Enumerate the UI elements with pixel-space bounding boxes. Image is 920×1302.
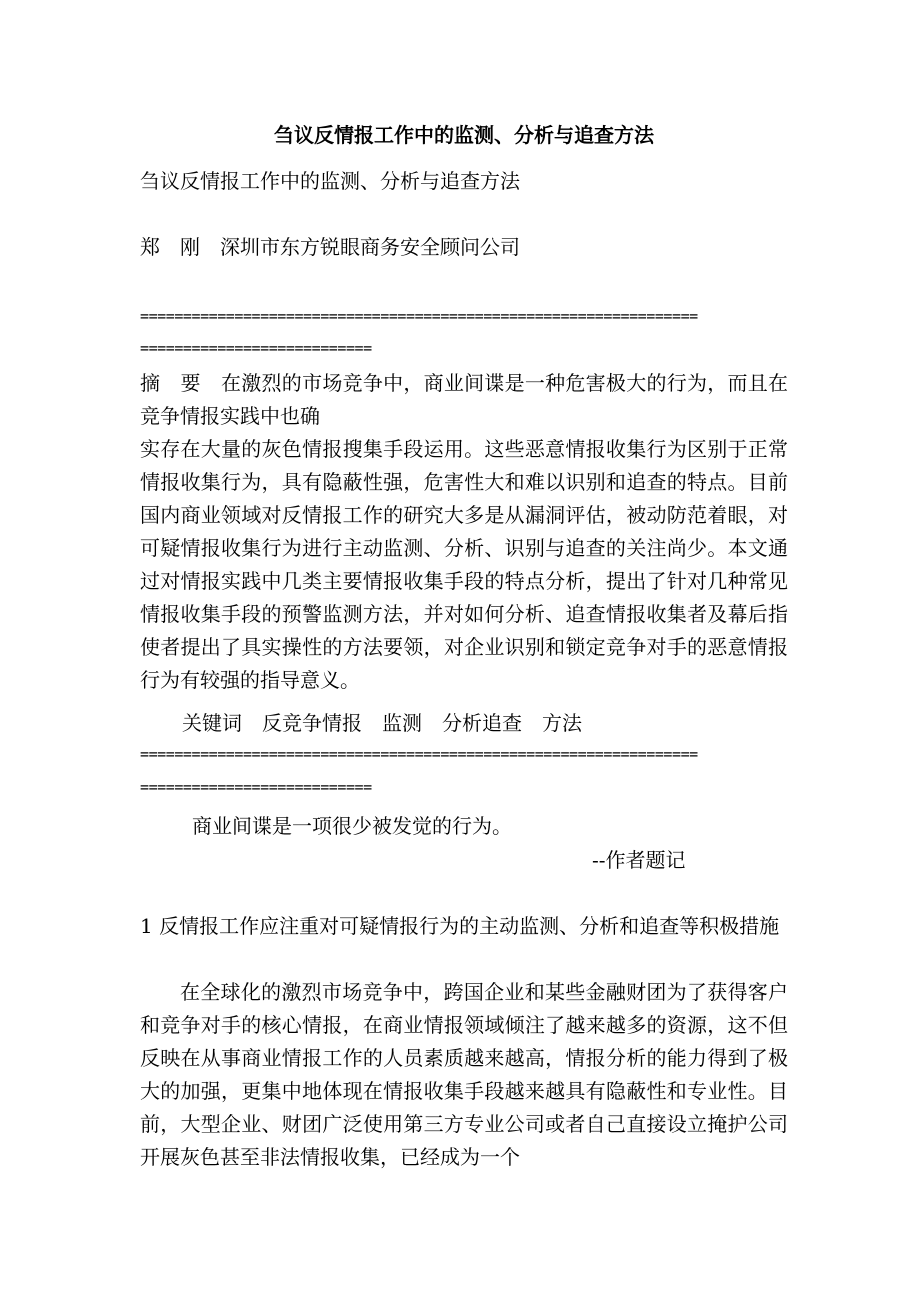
- separator-rule: =================================================================: [140, 745, 698, 763]
- epigraph-quote: 商业间谍是一项很少被发觉的行为。: [192, 814, 512, 838]
- abstract-body: 实存在大量的灰色情报搜集手段运用。这些恶意情报收集行为区别于正常情报收集行为，具有隐蔽性强，危害性大和难以识别和追查的特点。目前国内商业领域对反情报工作的研究大多是从漏洞评估，被动防范着眼，对可疑情报收集行为进行主动监测、分析、识别与追查的关注尚少。本文通过对情报实践中几类主要情报收集手段的特点分析，提出了针对几种常见情报收集手段的预警监测方法，并对如何分析、追查情报收集者及幕后指使者提出了具实操性的方法要领，对企业识别和锁定竞争对手的恶意情报行为有较强的指导意义。: [140, 437, 788, 692]
- section-paragraph: 在全球化的激烈市场竞争中，跨国企业和某些金融财团为了获得客户和竞争对手的核心情报，在商业情报领域倾注了越来越多的资源，这不但反映在从事商业情报工作的人员素质越来越高，情报分析的能力得到了极大的加强，更集中地体现在情报收集手段越来越具有隐蔽性和专业性。目前，大型企业、财团广泛使用第三方专业公司或者自己直接设立掩护公司开展灰色甚至非法情报收集，已经成为一个: [140, 980, 788, 1169]
- separator-rule: =================================================================: [140, 307, 698, 325]
- section-heading: 1 反情报工作应注重对可疑情报行为的主动监测、分析和追查等积极措施: [140, 914, 780, 938]
- document-subtitle: 刍议反情报工作中的监测、分析与追查方法: [140, 169, 520, 193]
- epigraph-attribution: --作者题记: [592, 848, 686, 872]
- keywords-line: 关键词 反竞争情报 监测 分析追查 方法: [182, 711, 582, 735]
- document-title: 刍议反情报工作中的监测、分析与追查方法: [274, 123, 654, 147]
- separator-rule: ===========================: [140, 778, 372, 796]
- author-affiliation: 郑 刚 深圳市东方锐眼商务安全顾问公司: [140, 235, 520, 259]
- abstract-first-line: 摘 要 在激烈的市场竞争中，商业间谍是一种危害极大的行为，而且在竞争情报实践中也确: [140, 371, 788, 428]
- separator-rule: ===========================: [140, 339, 372, 357]
